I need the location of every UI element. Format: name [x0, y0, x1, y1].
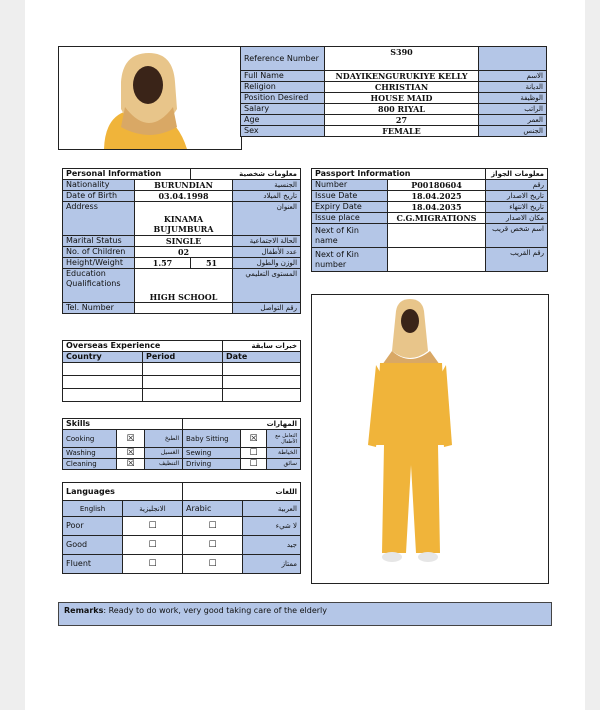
- tel-value: [135, 303, 233, 314]
- education-ar: المستوى التعليمي: [233, 269, 301, 303]
- weight-value: 51: [191, 258, 233, 269]
- children-ar: عدد الأطفال: [233, 247, 301, 258]
- remarks-text: : Ready to do work, very good taking care of the elderly: [103, 606, 328, 615]
- skill-washing-label: Washing: [63, 448, 117, 459]
- position-ar: الوظيفة: [479, 93, 547, 104]
- skill-sewing-label: Sewing: [183, 448, 241, 459]
- kin-name-value: [388, 224, 486, 248]
- address-ar: العنوان: [233, 202, 301, 236]
- english-fluent-checkbox[interactable]: ☐: [123, 555, 183, 574]
- arabic-header-ar: العربية: [243, 501, 301, 517]
- kin-name-ar: اسم شخص قريب: [486, 224, 548, 248]
- skill-driving-label: Driving: [183, 459, 241, 470]
- overseas-table: [62, 340, 301, 402]
- skill-driving-checkbox[interactable]: ☐: [241, 459, 267, 470]
- remarks-box: [58, 602, 552, 626]
- date-header: Date: [223, 352, 301, 363]
- issue-place-label: Issue place: [312, 213, 388, 224]
- skill-sewing-checkbox[interactable]: ☐: [241, 448, 267, 459]
- full-name-ar: الاسم: [479, 71, 547, 82]
- full-name-label: Full Name: [241, 71, 325, 82]
- english-header-ar: الانجليزية: [123, 501, 183, 517]
- issue-date-label: Issue Date: [312, 191, 388, 202]
- languages-table: [62, 482, 301, 574]
- dob-ar: تاريخ الميلاد: [233, 191, 301, 202]
- languages-title: Languages: [63, 483, 183, 501]
- fluent-ar: ممتاز: [243, 555, 301, 574]
- skill-cleaning-ar: التنظيف: [145, 459, 183, 470]
- skill-driving-ar: سائق: [267, 459, 301, 470]
- nationality-ar: الجنسية: [233, 180, 301, 191]
- religion-value: CHRISTIAN: [325, 82, 479, 93]
- good-ar: جيد: [243, 536, 301, 555]
- issue-date-ar: تاريخ الاصدار: [486, 191, 548, 202]
- skill-babysitting-checkbox[interactable]: ☒: [241, 430, 267, 448]
- height-weight-ar: الوزن والطول: [233, 258, 301, 269]
- arabic-good-checkbox[interactable]: ☐: [183, 536, 243, 555]
- passport-title-ar: معلومات الجواز: [486, 169, 548, 180]
- position-label: Position Desired: [241, 93, 325, 104]
- overseas-title: Overseas Experience: [63, 341, 223, 352]
- skills-title-ar: المهارات: [183, 419, 301, 430]
- full-body-photo: [311, 294, 549, 584]
- position-value: HOUSE MAID: [325, 93, 479, 104]
- marital-ar: الحالة الاجتماعية: [233, 236, 301, 247]
- kin-name-label: Next of Kin name: [312, 224, 388, 248]
- height-value: 1.57: [135, 258, 191, 269]
- skill-cleaning-label: Cleaning: [63, 459, 117, 470]
- tel-ar: رقم التواصل: [233, 303, 301, 314]
- kin-number-ar: رقم القريب: [486, 248, 548, 272]
- dob-value: 03.04.1998: [135, 191, 233, 202]
- salary-ar: الراتب: [479, 104, 547, 115]
- nationality-value: BURUNDIAN: [135, 180, 233, 191]
- expiry-date-value: 18.04.2035: [388, 202, 486, 213]
- issue-place-value: C.G.MIGRATIONS: [388, 213, 486, 224]
- passport-number-ar: رقم: [486, 180, 548, 191]
- marital-label: Marital Status: [63, 236, 135, 247]
- height-weight-label: Height/Weight: [63, 258, 135, 269]
- reference-label: Reference Number: [241, 47, 325, 71]
- skill-sewing-ar: الخياطة: [267, 448, 301, 459]
- skill-washing-ar: الغسيل: [145, 448, 183, 459]
- period-header: Period: [143, 352, 223, 363]
- fluent-label: Fluent: [63, 555, 123, 574]
- address-value: KINAMA BUJUMBURA: [135, 202, 233, 236]
- reference-value: S390: [325, 47, 479, 71]
- passport-title: Passport Information: [312, 169, 486, 180]
- religion-label: Religion: [241, 82, 325, 93]
- skills-title: Skills: [63, 419, 183, 430]
- kin-number-label: Next of Kin number: [312, 248, 388, 272]
- full-name-value: NDAYIKENGURUKIYE KELLY: [325, 71, 479, 82]
- children-value: 02: [135, 247, 233, 258]
- nationality-label: Nationality: [63, 180, 135, 191]
- english-poor-checkbox[interactable]: ☐: [123, 517, 183, 536]
- salary-value: 800 RIYAL: [325, 104, 479, 115]
- poor-label: Poor: [63, 517, 123, 536]
- arabic-header: Arabic: [183, 501, 243, 517]
- kin-number-value: [388, 248, 486, 272]
- passport-info-table: [311, 168, 548, 272]
- passport-number-label: Number: [312, 180, 388, 191]
- expiry-date-label: Expiry Date: [312, 202, 388, 213]
- skill-cleaning-checkbox[interactable]: ☒: [117, 459, 145, 470]
- skill-babysitting-label: Baby Sitting: [183, 430, 241, 448]
- sex-label: Sex: [241, 126, 325, 137]
- top-info-table: [240, 46, 547, 137]
- education-value: HIGH SCHOOL: [135, 269, 233, 303]
- english-good-checkbox[interactable]: ☐: [123, 536, 183, 555]
- religion-ar: الديانة: [479, 82, 547, 93]
- expiry-date-ar: تاريخ الانتهاء: [486, 202, 548, 213]
- issue-place-ar: مكان الاصدار: [486, 213, 548, 224]
- age-label: Age: [241, 115, 325, 126]
- personal-title: Personal Information: [63, 169, 191, 180]
- arabic-fluent-checkbox[interactable]: ☐: [183, 555, 243, 574]
- sex-ar: الجنس: [479, 126, 547, 137]
- personal-title-ar: معلومات شخصية: [191, 169, 301, 180]
- portrait-photo: [58, 46, 242, 150]
- education-label: Education Qualifications: [63, 269, 135, 303]
- good-label: Good: [63, 536, 123, 555]
- skill-cooking-label: Cooking: [63, 430, 117, 448]
- marital-value: SINGLE: [135, 236, 233, 247]
- skill-cooking-ar: الطبخ: [145, 430, 183, 448]
- age-value: 27: [325, 115, 479, 126]
- skill-babysitting-ar: التعامل مع الأطفال: [267, 430, 301, 448]
- country-header: Country: [63, 352, 143, 363]
- skill-washing-checkbox[interactable]: ☒: [117, 448, 145, 459]
- overseas-title-ar: خبرات سابقة: [223, 341, 301, 352]
- languages-title-ar: اللغات: [183, 483, 301, 501]
- remarks-label: Remarks: [64, 606, 104, 615]
- skills-table: [62, 418, 301, 470]
- sex-value: FEMALE: [325, 126, 479, 137]
- personal-info-table: [62, 168, 301, 314]
- arabic-poor-checkbox[interactable]: ☐: [183, 517, 243, 536]
- tel-label: Tel. Number: [63, 303, 135, 314]
- skill-cooking-checkbox[interactable]: ☒: [117, 430, 145, 448]
- passport-number-value: P00180604: [388, 180, 486, 191]
- age-ar: العمر: [479, 115, 547, 126]
- children-label: No. of Children: [63, 247, 135, 258]
- dob-label: Date of Birth: [63, 191, 135, 202]
- issue-date-value: 18.04.2025: [388, 191, 486, 202]
- english-header: English: [63, 501, 123, 517]
- salary-label: Salary: [241, 104, 325, 115]
- poor-ar: لا شيء: [243, 517, 301, 536]
- address-label: Address: [63, 202, 135, 236]
